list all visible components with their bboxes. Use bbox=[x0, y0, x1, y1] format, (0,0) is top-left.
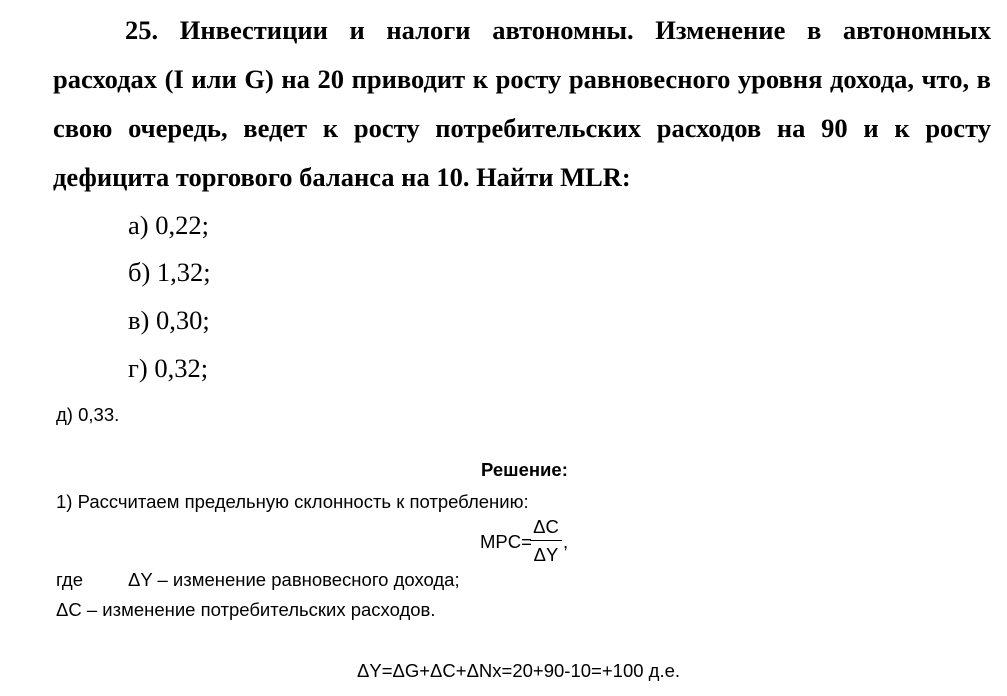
answer-option-a: а) 0,22; bbox=[128, 210, 209, 240]
definition-delta-c: ΔC – изменение потребительских расходов. bbox=[56, 599, 436, 620]
problem-statement: 25. Инвестиции и налоги автономны. Изменение в автономных расходах (I или G) на 20 приводит к росту равновесного уровня дохода, что, в свою очередь, ведет к росту потребительских расходов на 90 и к росту дефицита торгового баланса на 10. Найти MLR: bbox=[53, 15, 991, 192]
formula-trailing-comma: , bbox=[563, 531, 569, 552]
answer-option-b: б) 1,32; bbox=[128, 257, 211, 287]
answer-option-v: в) 0,30; bbox=[128, 305, 210, 335]
answer-option-d: д) 0,33. bbox=[56, 404, 120, 425]
answer-option-g: г) 0,32; bbox=[128, 353, 209, 383]
income-change-equation: ΔY=ΔG+ΔC+ΔNx=20+90-10=+100 д.е. bbox=[357, 660, 681, 681]
formula-numerator: ΔC bbox=[533, 516, 559, 537]
solution-heading: Решение: bbox=[481, 459, 568, 480]
where-label: где bbox=[56, 569, 84, 590]
formula-fraction bbox=[530, 513, 562, 568]
solution-step-1: 1) Рассчитаем предельную склонность к потреблению: bbox=[56, 491, 529, 512]
formula-lhs: MPC= bbox=[480, 531, 532, 552]
formula-denominator: ΔY bbox=[533, 544, 559, 565]
definition-delta-y: ΔY – изменение равновесного дохода; bbox=[128, 569, 460, 590]
